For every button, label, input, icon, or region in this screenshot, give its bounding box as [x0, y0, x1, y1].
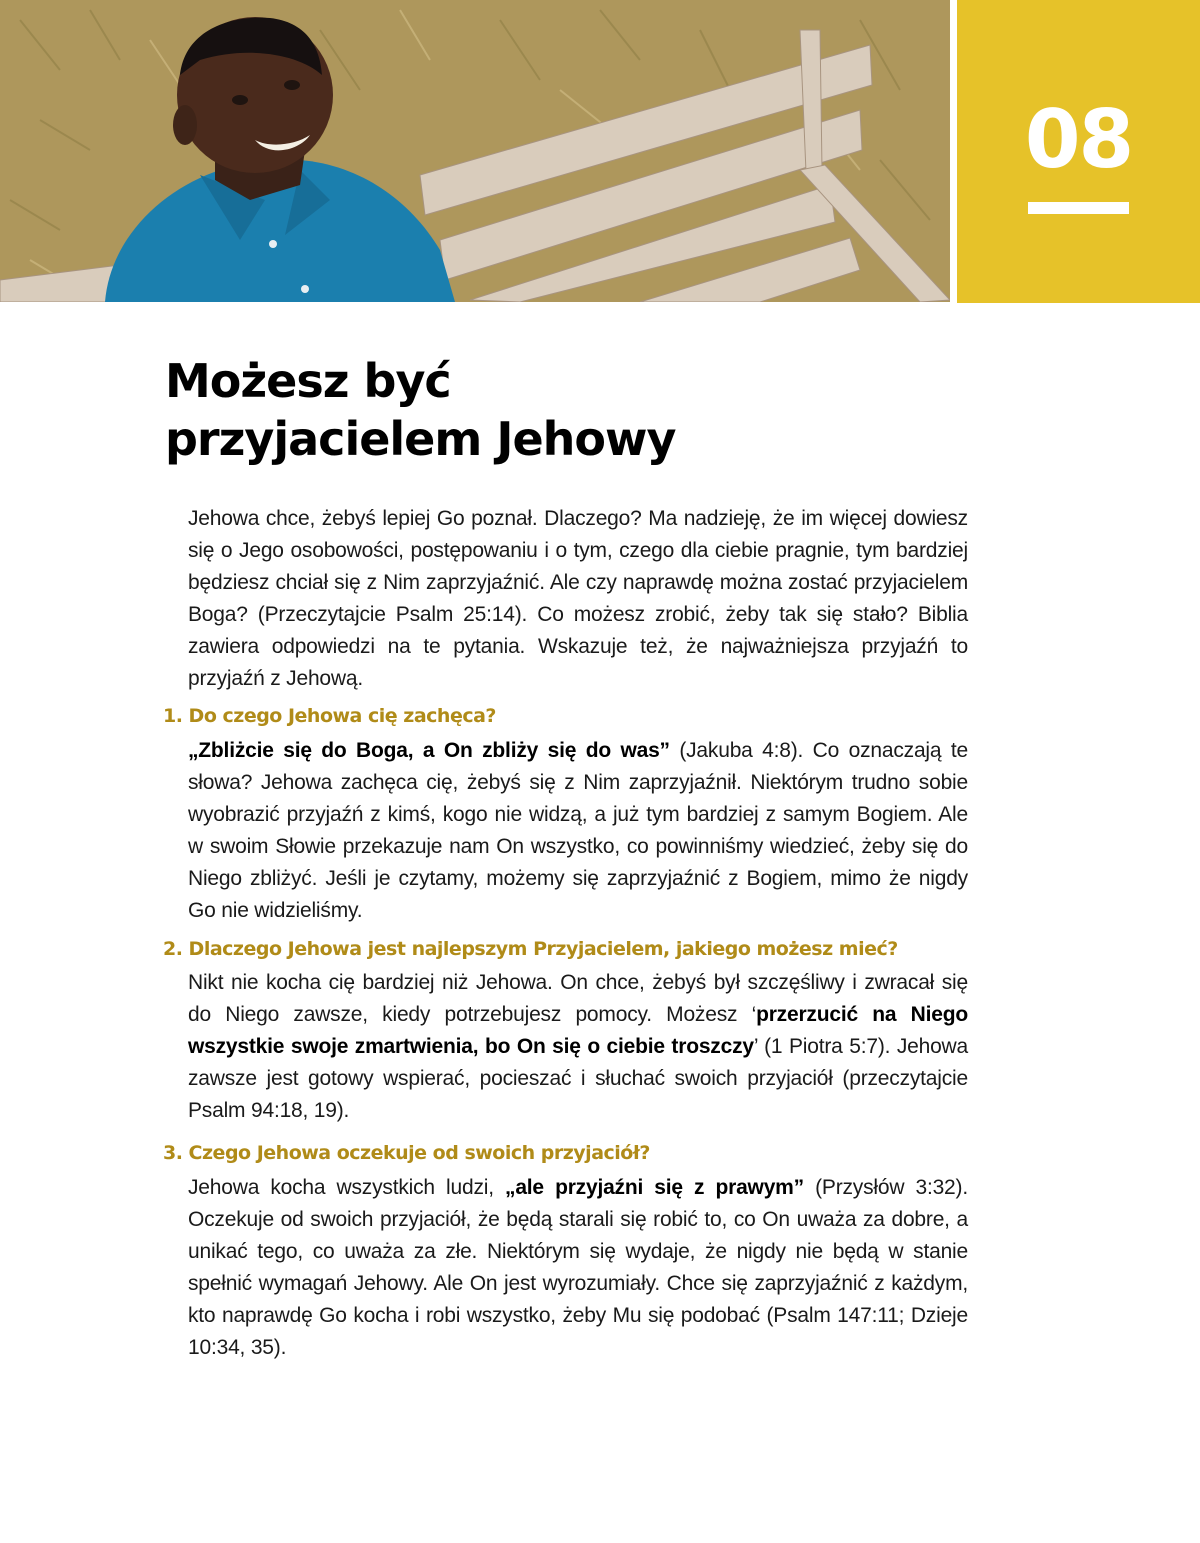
- title-line-1: Możesz być: [165, 354, 451, 408]
- answer-text: Nikt nie kocha cię bardziej niż Jehowa. On chce, żebyś był szczęśliwy i zwracał się do Niego zawsze, kiedy potrzebujesz pomocy. Możesz ‘: [188, 971, 968, 1026]
- scripture-quote: „Zbliżcie się do Boga, a On zbliży się do was”: [188, 739, 670, 762]
- answer-3: [188, 1172, 968, 1364]
- scripture-quote: „ale przyjaźni się z prawym”: [505, 1176, 804, 1199]
- answer-text: (Przysłów 3:32). Oczekuje od swoich przyjaciół, że będą starali się robić to, co On uważa za dobre, a unikać tego, co uważa za złe. Niektórym się wydaje, że nigdy nie będą w stanie spełnić wymagań Jehowy. Ale On jest wyrozumiały. Chce się zaprzyjaźnić z każdym, kto naprawdę Go kocha i robi wszystko, żeby Mu się podobać (Psalm 147:11; Dzieje 10:34, 35).: [188, 1176, 968, 1359]
- chapter-number: 08: [1024, 93, 1133, 186]
- answer-text: Jehowa kocha wszystkich ludzi,: [188, 1176, 506, 1199]
- page-title: [165, 352, 865, 468]
- scripture-quote: przerzucić na Niego wszystkie swoje zmartwienia, bo On się o ciebie troszczy: [188, 1003, 968, 1058]
- question-1: 1. Do czego Jehowa cię zachęca?: [163, 705, 496, 727]
- answer-1: [188, 735, 968, 927]
- title-line-2: przyjacielem Jehowy: [165, 412, 676, 466]
- chapter-underline: [1028, 202, 1129, 214]
- photo-illustration: [0, 0, 950, 302]
- intro-paragraph: Jehowa chce, żebyś lepiej Go poznał. Dlaczego? Ma nadzieję, że im więcej dowiesz się o Jego osobowości, postępowaniu i o tym, czego dla ciebie pragnie, tym bardziej będziesz chciał się z Nim zaprzyjaźnić. Ale czy naprawdę można zostać przyjacielem Boga? (Przeczytajcie Psalm 25:14). Co możesz zrobić, żeby tak się stało? Biblia zawiera odpowiedzi na te pytania. Wskazuje też, że najważniejsza przyjaźń to przyjaźń z Jehową.: [188, 507, 968, 690]
- answer-2: [188, 967, 968, 1127]
- header-photo: [0, 0, 950, 302]
- answer-text: ’ (1 Piotra 5:7). Jehowa zawsze jest gotowy wspierać, pocieszać i słuchać swoich przyjaciół (przeczytajcie Psalm 94:18, 19).: [188, 1035, 968, 1122]
- chapter-badge: [957, 0, 1200, 303]
- answer-text: (Jakuba 4:8). Co oznaczają te słowa? Jehowa zachęca cię, żebyś się z Nim zaprzyjaźnił. Niektórym trudno sobie wyobrazić przyjaźń z kimś, kogo nie widzą, a już tym bardziej z samym Bogiem. Ale w swoim Słowie przekazuje nam On wszystko, co powinniśmy wiedzieć, żeby się do Niego zbliżyć. Jeśli je czytamy, możemy się zaprzyjaźnić z Bogiem, mimo że nigdy Go nie widzieliśmy.: [188, 739, 968, 922]
- question-2: 2. Dlaczego Jehowa jest najlepszym Przyjacielem, jakiego możesz mieć?: [163, 938, 898, 960]
- question-3: 3. Czego Jehowa oczekuje od swoich przyjaciół?: [163, 1142, 650, 1164]
